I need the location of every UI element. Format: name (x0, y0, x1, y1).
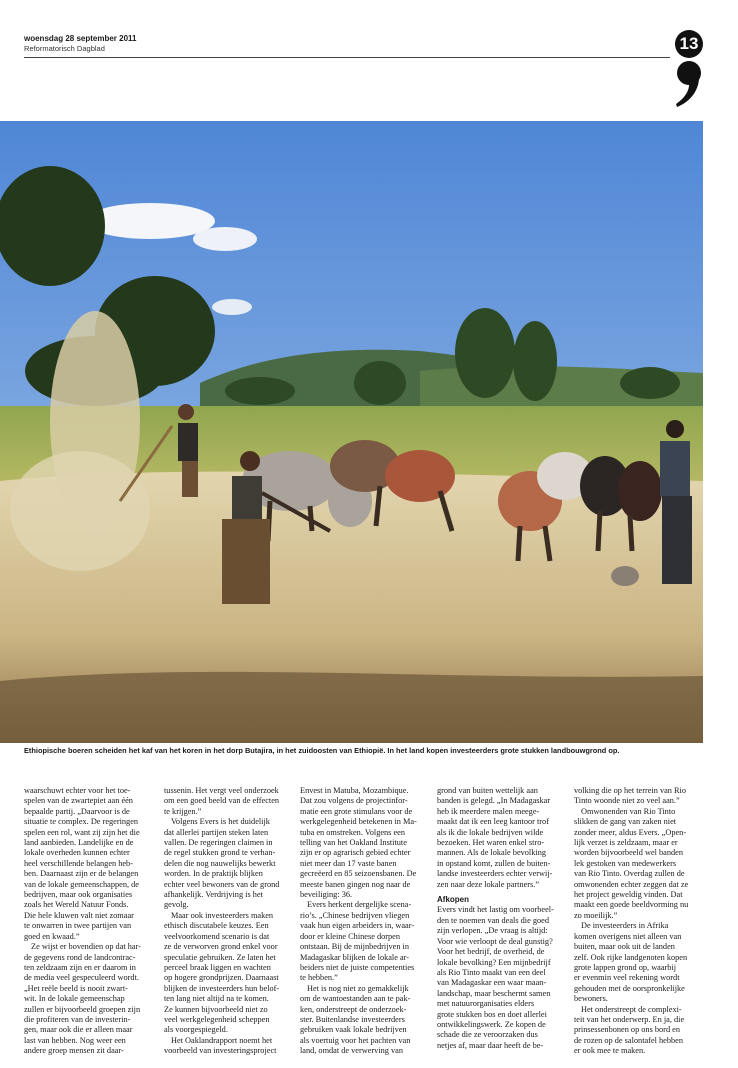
text-line: van Madagaskar een waar maan- (437, 978, 547, 988)
text-line: beveiliging: 36. (300, 890, 353, 900)
text-line: niet meer dan 17 vaste banen (300, 858, 397, 868)
text-line: spelen van de zwartepiet aan één (24, 796, 133, 806)
text-line: volking die op het terrein van Rio (574, 786, 686, 795)
text-line: spelen een rol, want zij zijn het die (24, 827, 140, 837)
text-line: grond van buiten wettelijk aan (437, 786, 538, 795)
text-line: Het onderstreept de complexi- (581, 1004, 682, 1014)
text-line: als ik die lokale bedrijven wilde (437, 827, 544, 837)
article-column-5 (574, 786, 702, 1057)
text-line: meeste banen gingen nog naar de (300, 879, 411, 889)
text-line: grote lappen grond op, waarbij (574, 962, 677, 972)
text-line: van de lokale gemeenschappen, de (24, 879, 139, 889)
article-photo (0, 121, 703, 743)
text-line: als voertuig voor het pachten van (300, 1035, 411, 1045)
text-line: perceel braak liggen en wachten (164, 962, 271, 972)
text-line: lokale overheden kunnen echter (24, 848, 130, 858)
text-line: ontstaan. Bij de mijnbedrijven in (300, 942, 409, 952)
text-line: Evers vindt het lastig om voorbeel- (437, 905, 554, 915)
text-line: Het is nog niet zo gemakkelijk (307, 983, 409, 993)
text-line: rio’s. „Chinese bedrijven vliegen (300, 910, 410, 920)
text-line: buiten, maar ook uit de landen (574, 942, 675, 952)
text-line: zijn er op agrarisch gebied echter (300, 848, 411, 858)
comma-logo-icon (672, 60, 706, 108)
text-line: de gegevens rond de landcontrac- (24, 952, 136, 962)
text-line: beiders niet de juiste competenties (300, 962, 415, 972)
text-line: Voor het bedrijf, de overheid, de (437, 947, 545, 957)
text-line: ken, onderstreept de onderzoek- (300, 1004, 407, 1014)
text-line: netjes af, maar daar heeft de be- (437, 1040, 544, 1050)
text-line: mannen. Als de lokale bevolking (437, 848, 546, 858)
newspaper-name: Reformatorisch Dagblad (24, 44, 105, 53)
text-line: gehouden met de oorspronkelijke (574, 983, 685, 993)
text-line: op hogere grondprijzen. Daarnaast (164, 973, 279, 983)
text-line: Het Oaklandrapport noemt het (171, 1035, 273, 1045)
text-line: bewoners. (574, 994, 608, 1004)
text-line: schade die ze veroorzaken dus (437, 1030, 538, 1040)
article-column-4 (437, 786, 565, 1051)
text-line: slikken de gang van zaken niet (574, 817, 677, 827)
text-line: worden. In de praktijk blijken (164, 869, 263, 879)
text-line: de media veel gespeculeerd wordt. (24, 973, 139, 983)
text-line: zoals het Wereld Natuur Fonds. (24, 900, 129, 910)
text-line: er ook mee te maken. (574, 1046, 646, 1056)
subheading: Afkopen (437, 895, 469, 905)
text-line: gen, maar ook die er alleen maar (24, 1025, 133, 1035)
text-line: land, omdat de verwerving van (300, 1046, 403, 1056)
text-line: Ze kunnen bijvoorbeeld niet zo (164, 1004, 268, 1014)
text-line: er evenmin veel rekening wordt (574, 973, 680, 983)
text-line: te krijgen.” (164, 806, 202, 816)
text-line: ethisch discutabele keuzes. Een (164, 921, 269, 931)
text-line: door er kleine Chinese dorpen (300, 931, 400, 941)
text-line: Volgens Evers is het duidelijk (171, 817, 270, 827)
text-line: lijk verzet is zeldzaam, maar er (574, 838, 678, 848)
text-line: lek gestoken van medewerkers (574, 858, 677, 868)
issue-date: woensdag 28 september 2011 (24, 34, 137, 43)
text-line: ster. Buitenlandse investeerders (300, 1014, 405, 1024)
text-line: last van hebben. Nog weer een (24, 1035, 126, 1045)
text-line: met natuurorganisaties elders (437, 999, 535, 1009)
text-line: tuba en omstreken. Volgens een (300, 827, 405, 837)
text-line: omwonenden echter zeggen dat ze (574, 879, 689, 889)
text-line: om een goed beeld van de effecten (164, 796, 280, 806)
text-line: blijken de investeerders hun belof- (164, 983, 280, 993)
photo-caption: Ethiopische boeren scheiden het kaf van het koren in het dorp Butajira, in het zuidoosten van Ethiopië. In het land kopen investeerders grote stukken landbouwgrond op. (24, 746, 620, 755)
text-line: zelf. Ook rijke landgenoten kopen (574, 952, 688, 962)
text-line: „Het reële beeld is nooit zwart- (24, 983, 128, 993)
text-line: heb ik meerdere malen meege- (437, 806, 540, 816)
text-line: dat allerlei partijen steken laten (164, 827, 269, 837)
text-line: wit. In de lokale gemeenschap (24, 994, 125, 1004)
text-line: Madagaskar blijken de lokale ar- (300, 952, 410, 962)
text-line: telling van het Oakland Institute (300, 838, 407, 848)
page-header (24, 34, 668, 54)
text-line: Envest in Matuba, Mozambique. (300, 786, 409, 795)
text-line: ten lang niet altijd na te komen. (164, 994, 269, 1004)
text-line: komen overigens niet alleen van (574, 931, 682, 941)
text-line: heel verschillende belangen heb- (24, 858, 133, 868)
text-line: als Rio Tinto maakt van een deel (437, 967, 546, 977)
text-line: zen naar deze lokale partners.” (437, 879, 540, 889)
text-line: teit van het onderwerp. En ja, die (574, 1014, 685, 1024)
article-column-2 (164, 786, 292, 1057)
threshing-scene-image (0, 121, 703, 743)
text-line: gebruiken vaak lokale bedrijven (300, 1025, 407, 1035)
text-line: voorbeeld van investeringsproject (164, 1046, 277, 1056)
text-line: afhankelijk. Verdrijving is het (164, 890, 263, 900)
text-line: Ze wijst er bovendien op dat har- (31, 942, 141, 952)
text-line: werkgelegenheid betekenen in Ma- (300, 817, 417, 827)
text-line: zonder meer, aldus Evers. „Open- (574, 827, 687, 837)
text-line: maakt een goede beeldvorming nu (574, 900, 689, 910)
text-line: landschap, maar beschermt samen (437, 988, 551, 998)
text-line: worden bijvoorbeeld wel banden (574, 848, 683, 858)
article-body (24, 786, 704, 1056)
text-line: delen die nog nauwelijks bewerkt (164, 858, 276, 868)
text-line: vallen. De regeringen claimen in (164, 838, 273, 848)
text-line: gevolg. (164, 900, 189, 910)
text-line: in opstand komt, zullen de buiten- (437, 858, 551, 868)
text-line: prinsessenbonen op ons bord en (574, 1025, 680, 1035)
text-line: landse investeerders echter verwij- (437, 869, 553, 879)
text-line: andere groep mensen zit daar- (24, 1046, 124, 1056)
text-line: den te noemen van deals die goed (437, 915, 549, 925)
text-line: bezoeken. Het waren enkel stro- (437, 838, 545, 848)
text-line: gecreëerd en 85 seizoensbanen. De (300, 869, 417, 879)
text-line: te onwarren in twee partijen van (24, 921, 132, 931)
text-line: Voor wie verloopt de deal gunstig? (437, 936, 553, 946)
text-line: situatie te complex. De regeringen (24, 817, 139, 827)
text-line: banden is gelegd. „In Madagaskar (437, 796, 551, 806)
text-line: vaak hun eigen arbeiders in, waar- (300, 921, 415, 931)
text-line: zo moeilijk.” (574, 910, 618, 920)
text-line: bepaalde partij. „Daarvoor is de (24, 806, 130, 816)
text-line: van Rio Tinto. Overdag zullen de (574, 869, 685, 879)
text-line: Evers herkent dergelijke scena- (307, 900, 412, 910)
text-line: zullen er bijvoorbeeld groepen zijn (24, 1004, 141, 1014)
text-line: bedrijven, maar ook organisaties (24, 890, 133, 900)
text-line: goed en kwaad.” (24, 931, 80, 941)
text-line: ben. Daarnaast zijn er de belangen (24, 869, 139, 879)
text-line: de regel stukken grond te verhan- (164, 848, 276, 858)
article-column-3 (300, 786, 428, 1057)
article-column-1 (24, 786, 152, 1057)
text-line: land aanbieden. Landelijke en de (24, 838, 134, 848)
text-line: de rozen op de salontafel hebben (574, 1035, 683, 1045)
text-line: om de wantoestanden aan te pak- (300, 994, 411, 1004)
text-line: maakt dat ik een leeg kantoor trof (437, 817, 549, 827)
header-divider (24, 57, 670, 58)
text-line: Die hele kluwen valt niet zomaar (24, 910, 134, 920)
text-line: veelvoorkomend scenario is dat (164, 931, 270, 941)
text-line: tussenin. Het vergt veel onderzoek (164, 786, 279, 795)
text-line: Tinto woonde niet zo veel aan.” (574, 796, 680, 806)
text-line: ten zeldzaam zijn en er daarom in (24, 962, 136, 972)
text-line: ontwikkelingswerk. Ze kopen de (437, 1019, 546, 1029)
text-line: speculatie gebruiken. Ze laten het (164, 952, 276, 962)
page-number-badge: 13 (675, 30, 703, 58)
text-line: veel werkgelegenheid scheppen (164, 1014, 270, 1024)
text-line: als voorgespiegeld. (164, 1025, 228, 1035)
text-line: Maar ook investeerders maken (171, 910, 274, 920)
text-line: lokale bevolking? Een mijnbedrijf (437, 957, 551, 967)
text-line: Omwonenden van Rio Tinto (581, 806, 676, 816)
text-line: te hebben.” (300, 973, 338, 983)
text-line: De investeerders in Afrika (581, 921, 669, 931)
text-line: zijn verlopen. „De vraag is altijd: (437, 926, 548, 936)
text-line: die profiteren van de investerin- (24, 1014, 131, 1024)
text-line: Dat zou volgens de projectinfor- (300, 796, 408, 806)
text-line: matie een grote stimulans voor de (300, 806, 413, 816)
text-line: waarschuwt echter voor het toe- (24, 786, 131, 795)
text-line: echter veel bewoners van de grond (164, 879, 280, 889)
text-line: grote stukken bos en doet allerlei (437, 1009, 547, 1019)
text-line: ze de verworven grond enkel voor (164, 942, 278, 952)
text-line: het project geweldig vinden. Dat (574, 890, 683, 900)
